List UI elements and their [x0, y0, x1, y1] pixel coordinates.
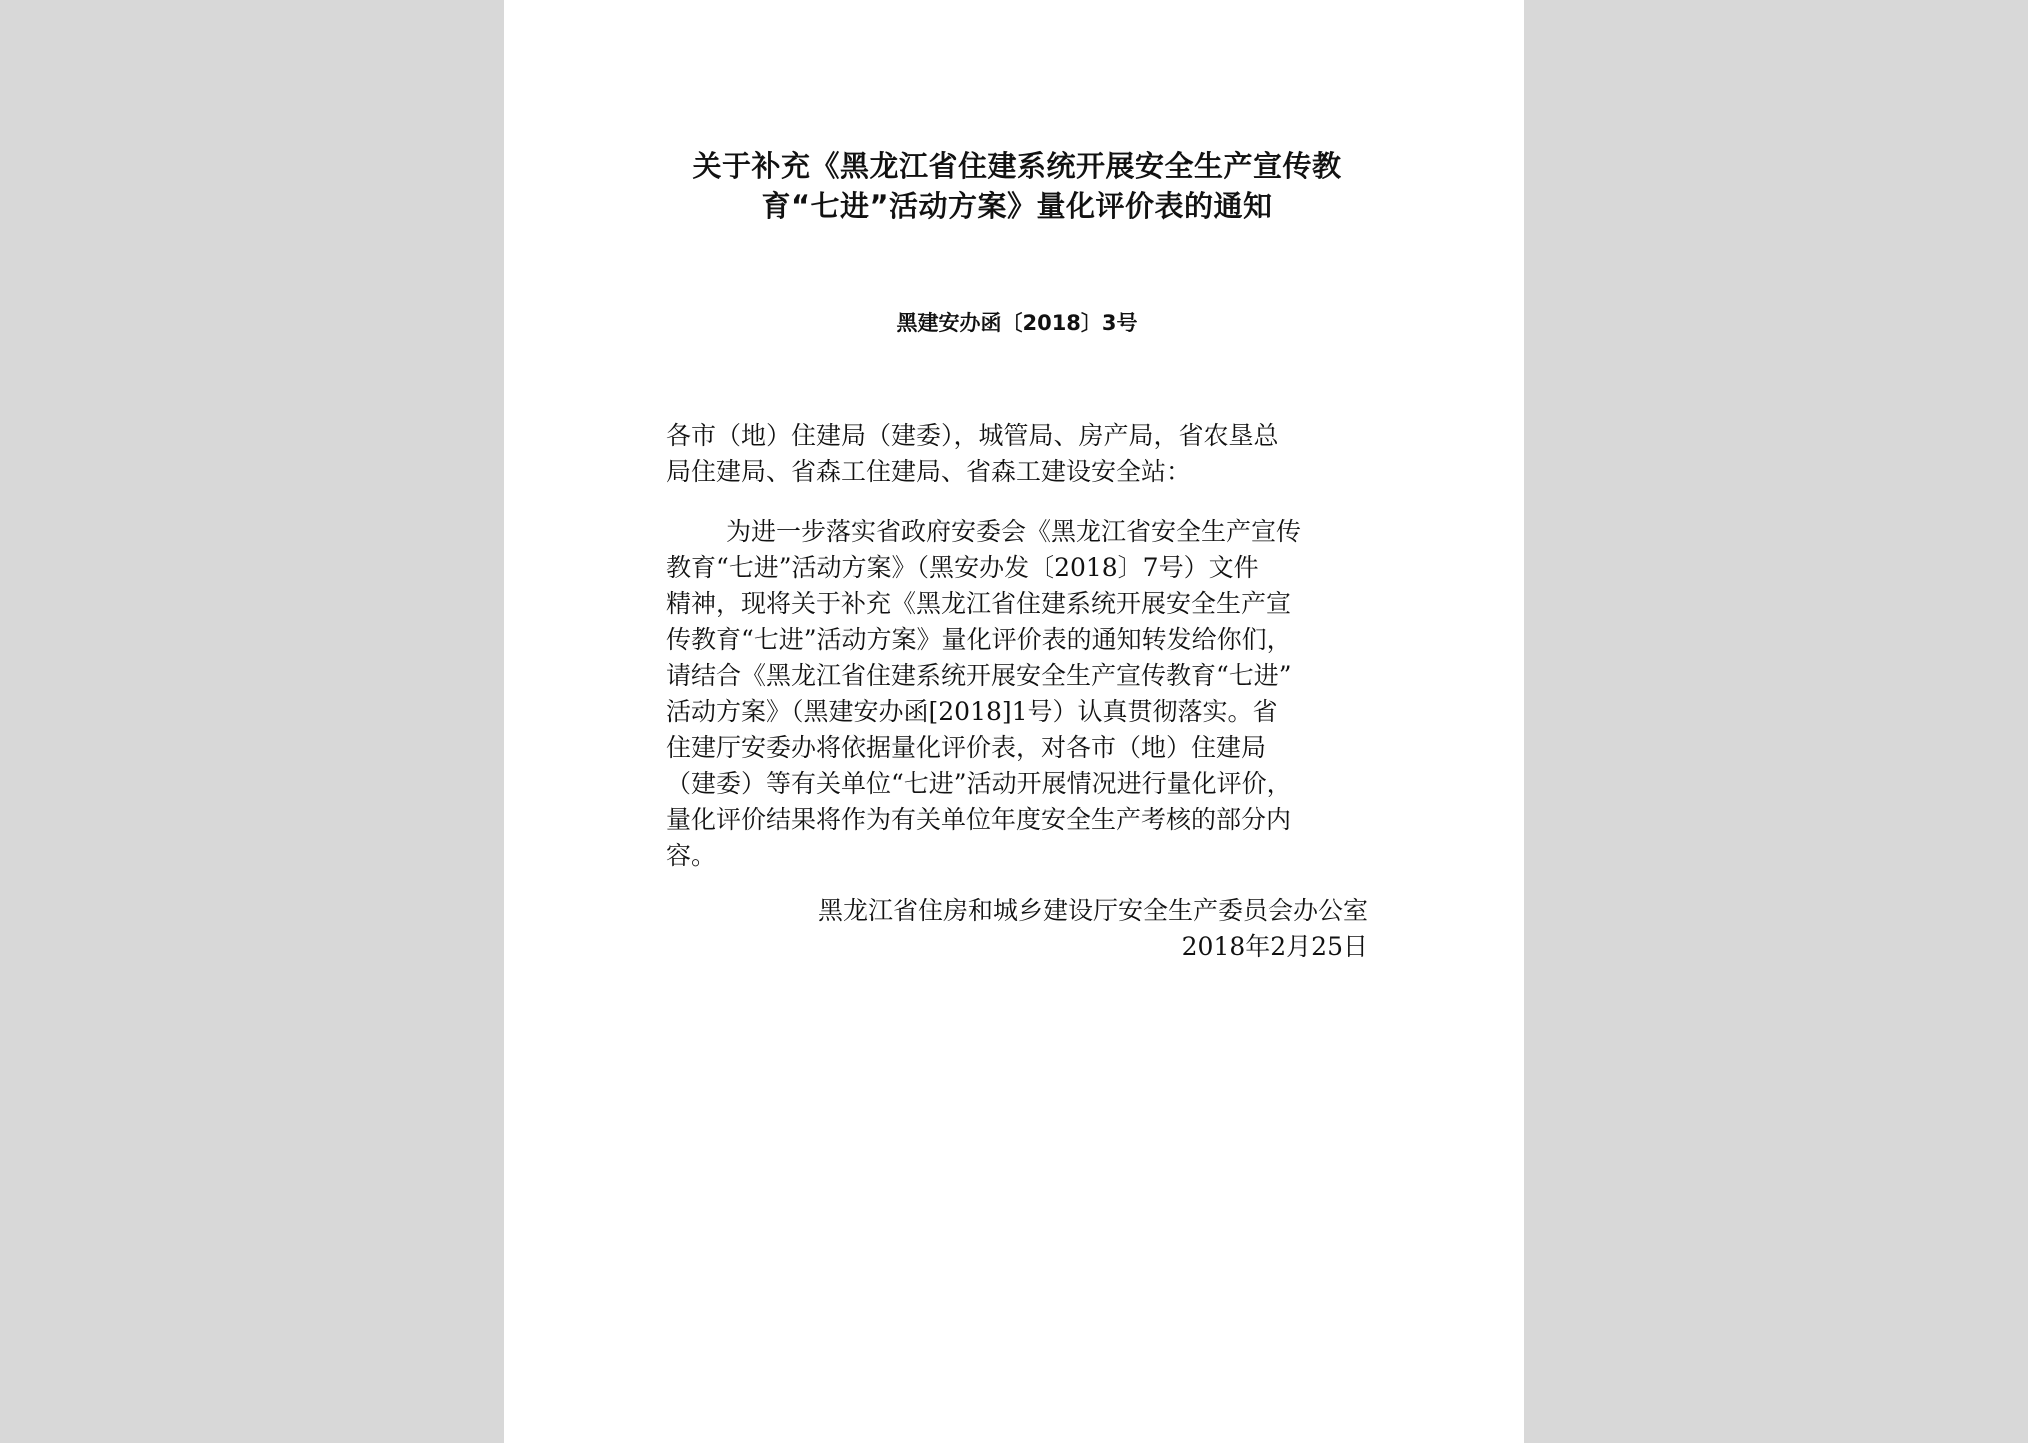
body-line: 住建厅安委办将依据量化评价表，对各市（地）住建局 — [666, 733, 1267, 762]
body-line: （建委）等有关单位“七进”活动开展情况进行量化评价， — [666, 769, 1292, 798]
title-line: 关于补充《黑龙江省住建系统开展安全生产宣传教 — [692, 149, 1342, 183]
issue-date: 2018年2月25日 — [1181, 932, 1368, 961]
addressee-line: 各市（地）住建局（建委），城管局、房产局，省农垦总 — [666, 421, 1279, 450]
body-line: 为进一步落实省政府安委会《黑龙江省安全生产宣传 — [726, 517, 1302, 546]
addressee-line: 局住建局、省森工住建局、省森工建设安全站： — [666, 457, 1192, 486]
body-line: 容。 — [666, 841, 717, 870]
document-title — [666, 146, 1368, 226]
body-line: 传教育“七进”活动方案》量化评价表的通知转发给你们， — [666, 625, 1292, 654]
body-line: 精神，现将关于补充《黑龙江省住建系统开展安全生产宣 — [666, 589, 1292, 618]
body-line: 请结合《黑龙江省住建系统开展安全生产宣传教育“七进” — [666, 661, 1292, 690]
body-line: 活动方案》（黑建安办函[2018]1号）认真贯彻落实。省 — [666, 697, 1278, 726]
body-line: 量化评价结果将作为有关单位年度安全生产考核的部分内 — [666, 805, 1292, 834]
body-paragraph — [666, 514, 1368, 874]
title-line: 育“七进”活动方案》量化评价表的通知 — [761, 189, 1273, 223]
signature-block — [666, 893, 1368, 965]
issuer-name: 黑龙江省住房和城乡建设厅安全生产委员会办公室 — [817, 896, 1368, 925]
body-line: 教育“七进”活动方案》（黑安办发〔2018〕7号）文件 — [666, 553, 1259, 582]
addressee — [666, 418, 1368, 490]
document-page — [504, 0, 1524, 1443]
document-number: 黑建安办函〔2018〕3号 — [896, 311, 1138, 335]
